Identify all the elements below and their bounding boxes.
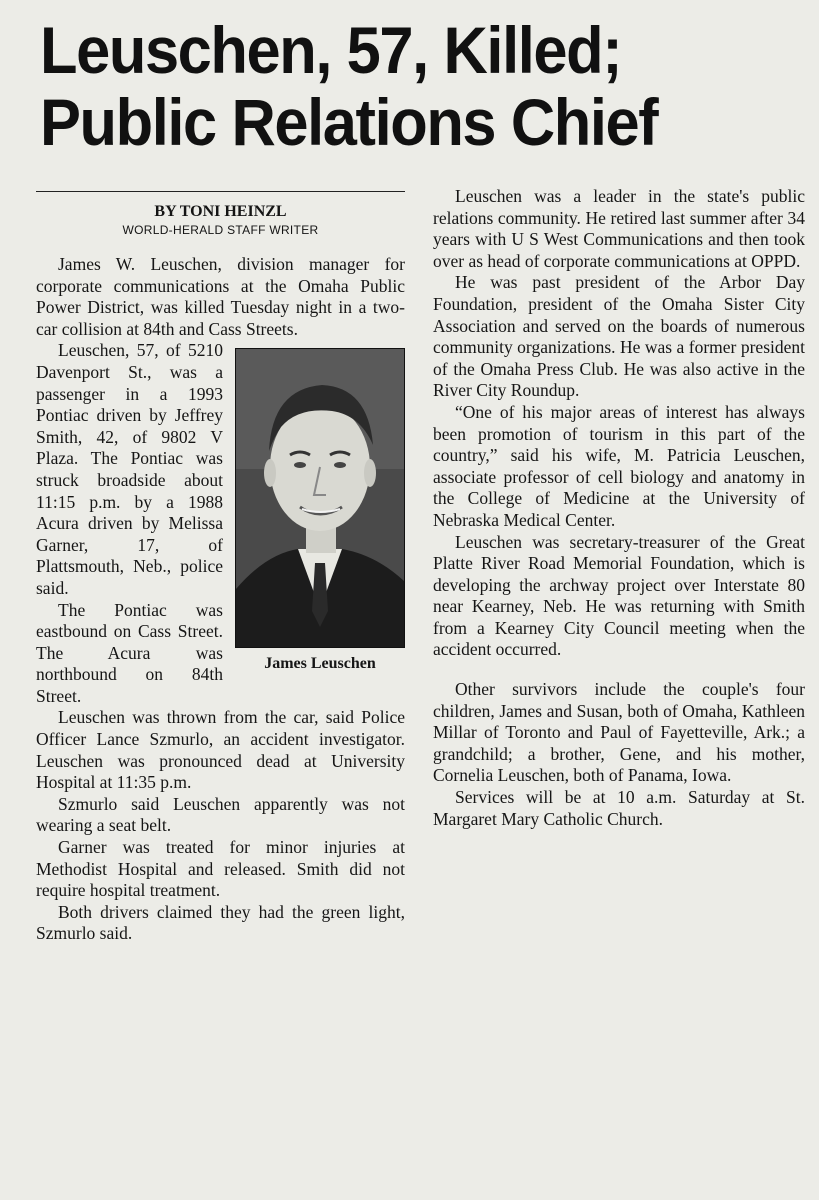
photo-block: [235, 348, 405, 674]
byline-rule: [36, 191, 405, 192]
paragraph: Leuschen was a leader in the state's public relations community. He retired last summer after 34 years with U S West Communications and then took over as head of corporate communications at OPPD.: [433, 186, 805, 271]
headline-line-2: Public Relations Chief: [40, 85, 658, 159]
paragraph: Garner was treated for minor injuries at Methodist Hospital and released. Smith did not require hospital treatment.: [36, 837, 405, 901]
portrait-photo: [235, 348, 405, 648]
paragraph: Services will be at 10 a.m. Saturday at St. Margaret Mary Catholic Church.: [433, 787, 805, 829]
paragraph: “One of his major areas of interest has always been promotion of tourism in this part of the country,” said his wife, M. Patricia Leuschen, associate professor of cell biology and anatomy in the College of Medicine at the University of Nebraska Medical Center.: [433, 401, 805, 530]
paragraph: He was past president of the Arbor Day Foundation, president of the Omaha Sister City Association and served on the boards of numerous community organizations. He was a former president of the Omaha Press Club. He was also active in the River City Roundup.: [433, 272, 805, 401]
paragraph: James W. Leuschen, division manager for corporate communications at the Omaha Public Power District, was killed Tuesday night in a two-car collision at 84th and Cass Streets.: [36, 254, 405, 339]
right-column: [433, 186, 805, 830]
paragraph: Leuschen was secretary-treasurer of the Great Platte River Road Memorial Foundation, which is developing the archway project over Interstate 80 near Kearney, Neb. He was returning with Smith from a Kearney City Council meeting when the accident occurred.: [433, 531, 805, 660]
left-column: [36, 254, 405, 945]
paragraph: The Pontiac was eastbound on Cass Street. The Acura was northbound on 84th Street.: [36, 599, 223, 706]
headline: [40, 14, 756, 158]
headline-line-1: Leuschen, 57, Killed;: [40, 13, 622, 87]
paragraph-gap: [433, 661, 805, 679]
byline-role: WORLD-HERALD STAFF WRITER: [122, 223, 319, 237]
paragraph: Both drivers claimed they had the green light, Szmurlo said.: [36, 901, 405, 944]
paragraph: Leuschen was thrown from the car, said Police Officer Lance Szmurlo, an accident investigator. Leuschen was pronounced dead at University Hospital at 11:35 p.m.: [36, 707, 405, 793]
paragraph: Other survivors include the couple's four children, James and Susan, both of Omaha, Kathleen Millar of Toronto and Paul of Fayetteville, Ark.; a grandchild; a brother, Gene, and his mother, Cornelia Leuschen, both of Panama, Iowa.: [433, 679, 805, 786]
byline-author: BY TONI HEINZL: [154, 203, 287, 220]
photo-caption: James Leuschen: [264, 655, 376, 673]
paragraph: Szmurlo said Leuschen apparently was not wearing a seat belt.: [36, 793, 405, 836]
paragraph: Leuschen, 57, of 5210 Davenport St., was a passenger in a 1993 Pontiac driven by Jeffrey Smith, 42, of 9802 V Plaza. The Pontiac was struck broadside about 11:15 p.m. by a 1988 Acura driven by Melissa Garner, 17, of Plattsmouth, Neb., police said.: [36, 340, 223, 598]
